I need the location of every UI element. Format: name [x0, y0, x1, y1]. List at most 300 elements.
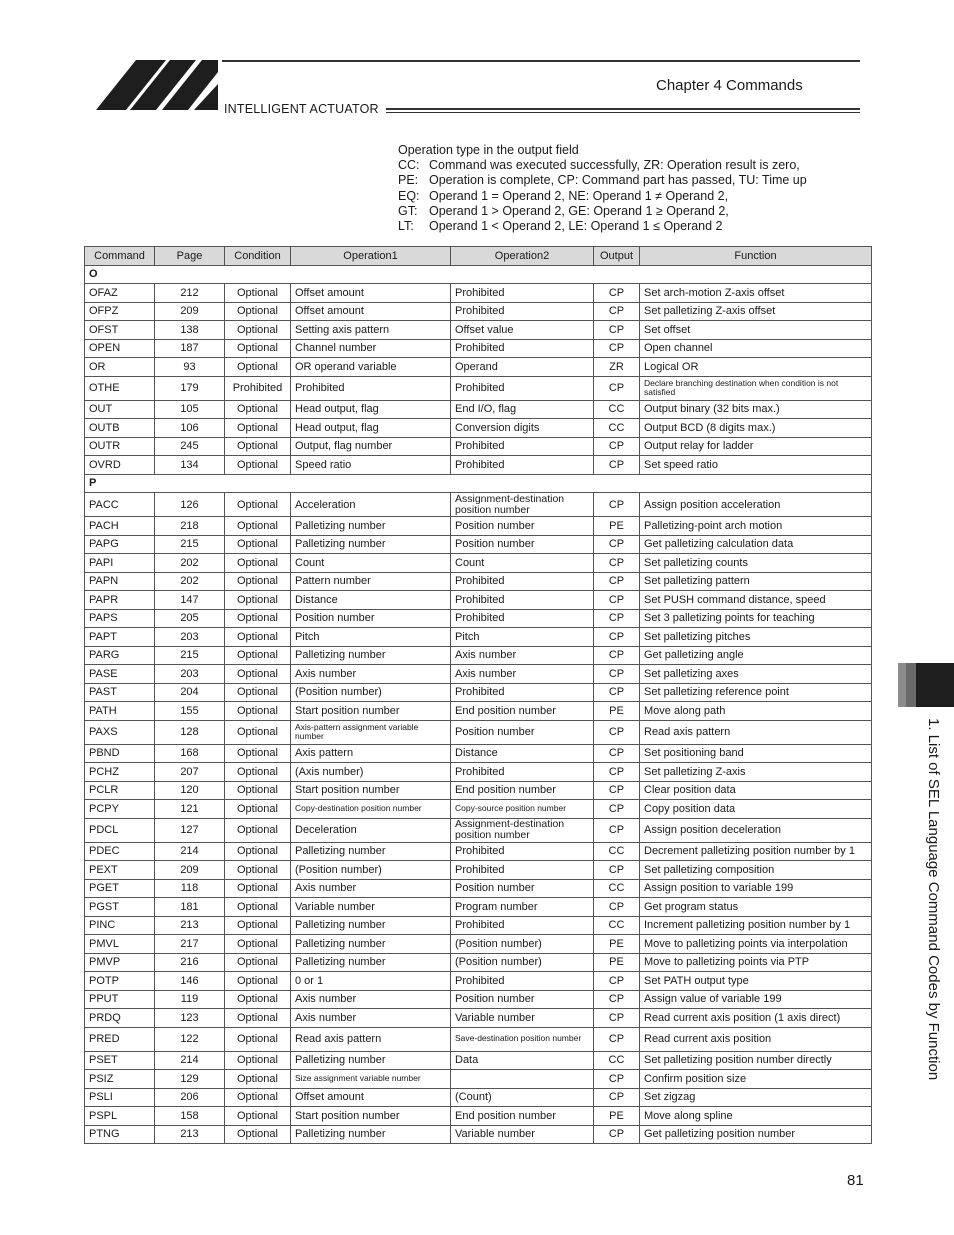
page-cell	[155, 419, 225, 438]
header-function: Function	[640, 247, 872, 266]
function-cell-text: Read current axis position	[644, 1033, 772, 1045]
side-tab-stripe	[906, 663, 916, 707]
command-cell	[85, 321, 155, 340]
condition-cell-text: Optional	[237, 360, 278, 373]
operation1-cell-text: Palletizing number	[295, 1128, 386, 1141]
function-cell	[640, 493, 872, 517]
operation2-cell-text: Data	[455, 1054, 479, 1067]
operation2-cell-text: Prohibited	[455, 863, 505, 876]
function-cell-text: Declare branching destination when condition is not satisfied	[644, 377, 839, 397]
page-cell	[155, 609, 225, 628]
output-cell-text: CP	[608, 440, 625, 453]
condition-cell	[225, 321, 291, 340]
function-cell-text: Copy position data	[644, 802, 736, 815]
company-logo	[96, 58, 220, 112]
command-cell-text: OPEN	[89, 342, 121, 355]
output-cell-text: CP	[608, 765, 625, 778]
page-cell-text: 187	[180, 342, 199, 355]
condition-cell	[225, 781, 291, 800]
condition-cell	[225, 1009, 291, 1028]
operation2-cell-text: Prohibited	[455, 765, 505, 778]
output-cell-text: CP	[608, 747, 625, 760]
command-cell	[85, 302, 155, 321]
function-cell-text: Get palletizing position number	[644, 1128, 796, 1141]
operation2-cell-text: Offset value	[455, 323, 514, 336]
operation1-cell-text: Channel number	[295, 342, 377, 355]
operation2-cell	[451, 842, 594, 861]
header-double-rule	[386, 112, 860, 113]
output-cell-text: CP	[608, 323, 625, 336]
command-cell-text: PCHZ	[89, 765, 119, 778]
page-cell-text: 213	[180, 1128, 199, 1141]
output-cell-text: CP	[608, 342, 625, 355]
operation2-cell	[451, 1009, 594, 1028]
output-cell	[594, 535, 640, 554]
command-cell-text: PCLR	[89, 784, 119, 797]
output-cell	[594, 1051, 640, 1070]
function-cell-text: Read axis pattern	[644, 726, 731, 738]
legend-line	[398, 219, 807, 234]
table-row	[85, 861, 872, 880]
operation2-cell-text: Assignment-destination position number	[455, 818, 565, 841]
side-tab-marker	[916, 663, 954, 707]
operation2-cell	[451, 493, 594, 517]
page-cell-text: 209	[180, 863, 199, 876]
table-row	[85, 842, 872, 861]
function-cell-text: Set palletizing Z-axis	[644, 765, 746, 778]
page-cell-text: 215	[180, 538, 199, 551]
table-row	[85, 493, 872, 517]
page-cell-text: 215	[180, 649, 199, 662]
condition-cell-text: Optional	[237, 1072, 278, 1085]
operation1-cell	[291, 683, 451, 702]
page-cell	[155, 1125, 225, 1144]
condition-cell-text: Optional	[237, 993, 278, 1006]
command-cell-text: PAST	[89, 686, 117, 699]
output-cell	[594, 1027, 640, 1051]
header-page: Page	[155, 247, 225, 266]
legend-text: Command was executed successfully, ZR: Operation result is zero,	[429, 158, 800, 173]
condition-cell	[225, 861, 291, 880]
operation1-cell	[291, 358, 451, 377]
table-row	[85, 400, 872, 419]
page-cell-text: 214	[180, 1054, 199, 1067]
page-cell	[155, 800, 225, 819]
page-cell	[155, 916, 225, 935]
operation1-cell	[291, 953, 451, 972]
operation1-cell-text: Prohibited	[295, 382, 345, 394]
page-cell-text: 134	[180, 458, 199, 471]
page-cell	[155, 339, 225, 358]
table-row	[85, 702, 872, 721]
condition-cell	[225, 800, 291, 819]
command-cell-text: PRDQ	[89, 1011, 121, 1024]
output-cell	[594, 591, 640, 610]
operation2-cell	[451, 554, 594, 573]
output-cell	[594, 358, 640, 377]
output-cell	[594, 284, 640, 303]
function-cell-text: Assign position deceleration	[644, 824, 781, 836]
page-cell-text: 205	[180, 612, 199, 625]
operation1-cell-text: Offset amount	[295, 1091, 364, 1104]
operation2-cell	[451, 1070, 594, 1089]
operation1-cell-text: Head output, flag	[295, 421, 379, 434]
page-cell-text: 128	[180, 726, 199, 738]
command-cell	[85, 702, 155, 721]
operation1-cell-text: Variable number	[295, 900, 375, 913]
operation1-cell	[291, 990, 451, 1009]
operation1-cell	[291, 916, 451, 935]
function-cell-text: Move along spline	[644, 1109, 733, 1122]
output-cell	[594, 781, 640, 800]
operation1-cell	[291, 800, 451, 819]
condition-cell-text: Optional	[237, 919, 278, 932]
operation1-cell-text: Acceleration	[295, 498, 356, 511]
page-cell	[155, 720, 225, 744]
operation2-cell	[451, 665, 594, 684]
operation2-cell	[451, 990, 594, 1009]
operation2-cell	[451, 419, 594, 438]
output-cell	[594, 744, 640, 763]
page-cell	[155, 376, 225, 400]
condition-cell	[225, 358, 291, 377]
command-cell-text: OFPZ	[89, 305, 119, 318]
function-cell-text: Set positioning band	[644, 747, 744, 760]
command-cell-text: OR	[89, 360, 106, 373]
operation2-cell	[451, 321, 594, 340]
condition-cell	[225, 493, 291, 517]
page-cell-text: 138	[180, 323, 199, 336]
table-row	[85, 683, 872, 702]
condition-cell-text: Optional	[237, 667, 278, 680]
condition-cell-text: Optional	[237, 747, 278, 760]
function-cell-text: Set palletizing Z-axis offset	[644, 305, 776, 318]
function-cell-text: Output BCD (8 digits max.)	[644, 421, 776, 434]
operation1-cell-text: Distance	[295, 593, 338, 606]
output-cell	[594, 646, 640, 665]
function-cell	[640, 800, 872, 819]
operation1-cell	[291, 400, 451, 419]
output-cell	[594, 493, 640, 517]
operation1-cell	[291, 665, 451, 684]
condition-cell-text: Optional	[237, 519, 278, 532]
condition-cell	[225, 400, 291, 419]
function-cell-text: Set 3 palletizing points for teaching	[644, 612, 815, 625]
condition-cell-text: Optional	[237, 1011, 278, 1024]
table-row	[85, 781, 872, 800]
page-cell-text: 119	[180, 993, 199, 1006]
operation2-cell-text: Position number	[455, 519, 535, 532]
output-cell	[594, 953, 640, 972]
legend-line	[398, 158, 807, 173]
operation1-cell	[291, 419, 451, 438]
operation2-cell	[451, 535, 594, 554]
function-cell-text: Assign position acceleration	[644, 498, 781, 511]
function-cell	[640, 935, 872, 954]
output-cell	[594, 572, 640, 591]
command-cell-text: PAPI	[89, 556, 114, 569]
function-cell-text: Set PUSH command distance, speed	[644, 593, 826, 606]
operation2-cell	[451, 517, 594, 536]
command-cell-text: PSET	[89, 1054, 118, 1067]
function-cell	[640, 879, 872, 898]
command-cell	[85, 800, 155, 819]
operation1-cell-text: Axis number	[295, 1011, 357, 1024]
operation2-cell	[451, 916, 594, 935]
command-cell	[85, 916, 155, 935]
operation1-cell	[291, 702, 451, 721]
condition-cell	[225, 572, 291, 591]
operation1-cell	[291, 763, 451, 782]
command-cell	[85, 1125, 155, 1144]
table-row	[85, 572, 872, 591]
output-cell-text: CP	[608, 824, 625, 836]
operation1-cell	[291, 842, 451, 861]
output-cell	[594, 800, 640, 819]
output-cell-text: CC	[608, 421, 625, 434]
page-cell	[155, 456, 225, 475]
command-cell	[85, 1009, 155, 1028]
operation1-cell	[291, 517, 451, 536]
page-cell-text: 245	[180, 440, 199, 453]
brand-text: INTELLIGENT ACTUATOR	[224, 102, 379, 116]
operation1-cell-text: Palletizing number	[295, 649, 386, 662]
function-cell-text: Move to palletizing points via interpolation	[644, 937, 848, 950]
table-row	[85, 437, 872, 456]
operation2-cell	[451, 628, 594, 647]
function-cell-text: Logical OR	[644, 360, 699, 373]
function-cell-text: Set zigzag	[644, 1091, 696, 1104]
command-cell	[85, 1088, 155, 1107]
legend-code: PE:	[398, 173, 419, 188]
page-cell	[155, 935, 225, 954]
condition-cell-text: Optional	[237, 440, 278, 453]
condition-cell-text: Optional	[237, 1128, 278, 1141]
side-tab-label: 1. List of SEL Language Command Codes by Function	[925, 718, 942, 1081]
output-cell	[594, 1070, 640, 1089]
table-row	[85, 1051, 872, 1070]
function-cell	[640, 517, 872, 536]
page-cell-text: 123	[180, 1011, 199, 1024]
condition-cell-text: Optional	[237, 649, 278, 662]
operation2-cell	[451, 953, 594, 972]
table-row	[85, 744, 872, 763]
function-cell-text: Output relay for ladder	[644, 440, 754, 453]
command-cell	[85, 818, 155, 842]
condition-cell	[225, 554, 291, 573]
operation2-cell	[451, 646, 594, 665]
output-cell-text: PE	[609, 519, 624, 532]
function-cell-text: Read current axis position (1 axis direct)	[644, 1011, 841, 1024]
function-cell	[640, 972, 872, 991]
condition-cell-text: Optional	[237, 726, 278, 738]
function-cell-text: Set palletizing reference point	[644, 686, 789, 699]
function-cell-text: Set palletizing composition	[644, 863, 775, 876]
operation1-cell	[291, 339, 451, 358]
output-cell-text: CP	[608, 1033, 625, 1045]
function-cell	[640, 1125, 872, 1144]
command-cell-text: PAPN	[89, 575, 119, 588]
operation1-cell-text: Axis number	[295, 993, 357, 1006]
condition-cell	[225, 1051, 291, 1070]
operation2-cell	[451, 400, 594, 419]
operation2-cell	[451, 358, 594, 377]
operation2-cell	[451, 1051, 594, 1070]
operation1-cell-text: Head output, flag	[295, 403, 379, 416]
table-row	[85, 517, 872, 536]
function-cell	[640, 628, 872, 647]
output-cell	[594, 861, 640, 880]
operation1-cell	[291, 572, 451, 591]
function-cell-text: Get palletizing calculation data	[644, 538, 794, 551]
command-cell	[85, 437, 155, 456]
operation1-cell-text: Start position number	[295, 1109, 400, 1122]
table-row	[85, 321, 872, 340]
output-cell	[594, 720, 640, 744]
command-cell	[85, 535, 155, 554]
table-row	[85, 879, 872, 898]
table-row	[85, 916, 872, 935]
function-cell-text: Decrement palletizing position number by 1	[644, 845, 855, 858]
output-cell	[594, 916, 640, 935]
table-row	[85, 953, 872, 972]
operation1-cell	[291, 456, 451, 475]
legend-line	[398, 173, 807, 188]
condition-cell	[225, 1088, 291, 1107]
operation2-cell	[451, 302, 594, 321]
condition-cell	[225, 628, 291, 647]
command-cell	[85, 591, 155, 610]
condition-cell-text: Optional	[237, 784, 278, 797]
output-cell-text: PE	[609, 937, 624, 950]
operation1-cell	[291, 493, 451, 517]
operation1-cell	[291, 972, 451, 991]
operation1-cell	[291, 1051, 451, 1070]
output-cell	[594, 990, 640, 1009]
operation2-cell-text: Axis number	[455, 649, 517, 662]
output-cell	[594, 1125, 640, 1144]
output-cell	[594, 763, 640, 782]
command-cell-text: PARG	[89, 649, 120, 662]
condition-cell	[225, 665, 291, 684]
legend-title: Operation type in the output field	[398, 143, 579, 157]
function-cell-text: Clear position data	[644, 784, 736, 797]
section-label: O	[85, 265, 872, 284]
condition-cell-text: Optional	[237, 974, 278, 987]
operation2-cell	[451, 609, 594, 628]
operation1-cell-text: Offset amount	[295, 305, 364, 318]
operation2-cell-text: Conversion digits	[455, 421, 540, 434]
condition-cell	[225, 842, 291, 861]
command-cell	[85, 990, 155, 1009]
page-cell-text: 209	[180, 305, 199, 318]
condition-cell-text: Optional	[237, 802, 278, 815]
command-cell-text: PINC	[89, 919, 116, 932]
function-cell-text: Set PATH output type	[644, 974, 749, 987]
condition-cell	[225, 953, 291, 972]
condition-cell-text: Optional	[237, 863, 278, 876]
command-cell	[85, 744, 155, 763]
table-row	[85, 376, 872, 400]
function-cell-text: Assign position to variable 199	[644, 882, 794, 895]
condition-cell-text: Optional	[237, 1109, 278, 1122]
function-cell	[640, 646, 872, 665]
command-cell	[85, 400, 155, 419]
operation1-cell-text: Speed ratio	[295, 458, 352, 471]
legend-line	[398, 189, 807, 204]
command-cell-text: PSIZ	[89, 1072, 114, 1085]
condition-cell-text: Optional	[237, 900, 278, 913]
output-cell	[594, 1088, 640, 1107]
output-cell-text: CP	[608, 686, 625, 699]
operation1-cell	[291, 1009, 451, 1028]
function-cell	[640, 1070, 872, 1089]
operation2-cell-text: Prohibited	[455, 382, 505, 394]
condition-cell-text: Optional	[237, 1054, 278, 1067]
operation2-cell	[451, 1088, 594, 1107]
operation2-cell-text: Variable number	[455, 1128, 535, 1141]
command-cell	[85, 456, 155, 475]
condition-cell-text: Optional	[237, 937, 278, 950]
condition-cell-text: Optional	[237, 686, 278, 699]
command-cell-text: PTNG	[89, 1128, 120, 1141]
operation2-cell	[451, 437, 594, 456]
operation1-cell	[291, 744, 451, 763]
condition-cell-text: Optional	[237, 342, 278, 355]
function-cell	[640, 535, 872, 554]
operation2-cell-text: Count	[455, 556, 485, 569]
function-cell	[640, 400, 872, 419]
operation2-cell-text: End position number	[455, 1109, 556, 1122]
page-cell	[155, 1051, 225, 1070]
function-cell	[640, 1027, 872, 1051]
page-cell	[155, 1088, 225, 1107]
command-cell-text: PGST	[89, 900, 119, 913]
operation2-cell	[451, 972, 594, 991]
page-cell	[155, 1027, 225, 1051]
operation2-cell	[451, 935, 594, 954]
command-cell	[85, 1027, 155, 1051]
condition-cell-text: Optional	[237, 704, 278, 717]
page-cell	[155, 842, 225, 861]
table-row	[85, 990, 872, 1009]
function-cell	[640, 302, 872, 321]
command-cell-text: OFST	[89, 323, 119, 336]
page-cell-text: 120	[180, 784, 199, 797]
operation1-cell	[291, 321, 451, 340]
condition-cell	[225, 763, 291, 782]
condition-cell	[225, 302, 291, 321]
operation2-cell-text: End position number	[455, 704, 556, 717]
page-cell-text: 206	[180, 1091, 199, 1104]
output-cell-text: CP	[608, 382, 625, 394]
function-cell	[640, 763, 872, 782]
operation1-cell	[291, 818, 451, 842]
table-row	[85, 665, 872, 684]
function-cell	[640, 1051, 872, 1070]
operation1-cell	[291, 646, 451, 665]
function-cell	[640, 1088, 872, 1107]
command-cell	[85, 1051, 155, 1070]
output-cell-text: CP	[608, 612, 625, 625]
command-cell-text: PMVL	[89, 937, 119, 950]
function-cell	[640, 321, 872, 340]
output-cell-text: CC	[608, 845, 625, 858]
page-cell	[155, 953, 225, 972]
operation1-cell-text: Output, flag number	[295, 440, 393, 453]
output-cell	[594, 935, 640, 954]
function-cell-text: Get program status	[644, 900, 739, 913]
